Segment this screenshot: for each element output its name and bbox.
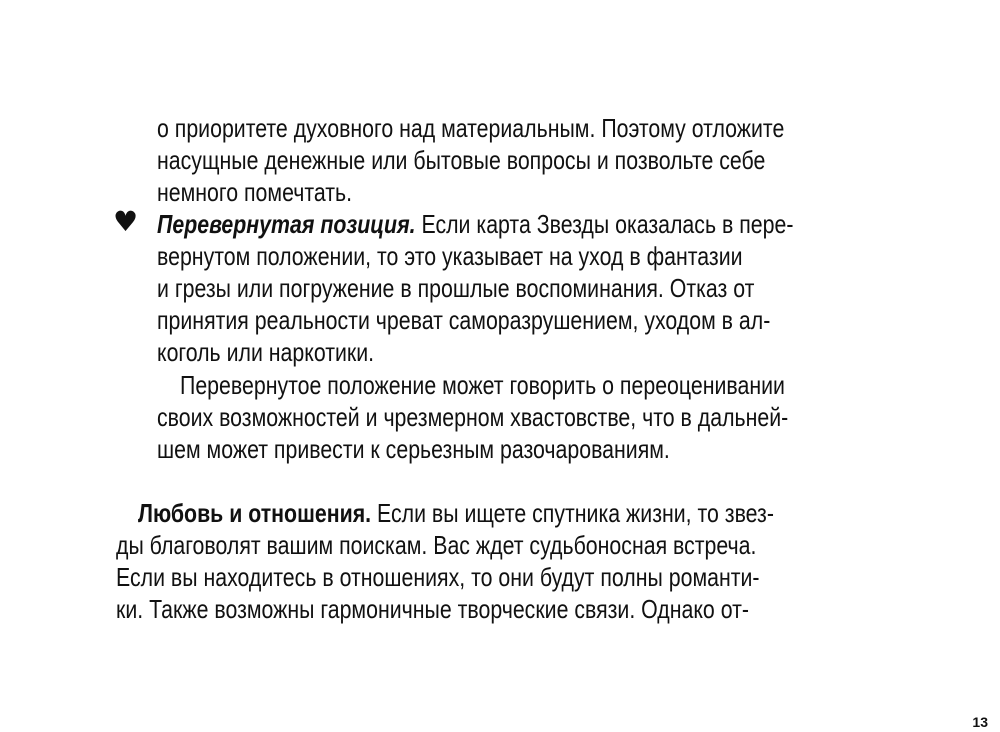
page-number: 13 (972, 714, 988, 730)
paragraph-line: своих возможностей и чрезмерном хвастовстве, что в дальней- (157, 402, 789, 432)
paragraph-line: о приоритете духовного над материальным. Поэтому отложите (157, 113, 785, 143)
paragraph-line: Если вы находитесь в отношениях, то они будут полны романти- (116, 562, 760, 592)
paragraph-line: немного помечтать. (157, 177, 353, 207)
paragraph-line: коголь или наркотики. (157, 337, 375, 367)
reversed-position-heading: Перевернутая позиция. (157, 209, 416, 239)
paragraph-line: принятия реальности чреват саморазрушением, уходом в ал- (157, 305, 771, 335)
love-first-line-text: Если вы ищете спутника жизни, то звез- (371, 498, 774, 528)
paragraph-line: ки. Также возможны гармоничные творческие связи. Однако от- (116, 594, 749, 624)
paragraph-line: Перевернутое положение может говорить о переоценивании (180, 370, 785, 400)
paragraph-line: насущные денежные или бытовые вопросы и позвольте себе (157, 145, 766, 175)
paragraph-line: вернутом положении, то это указывает на уход в фантазии (157, 241, 743, 271)
love-relationships-heading: Любовь и отношения. (138, 498, 372, 528)
heart-bullet-icon: ♥ (113, 205, 139, 238)
love-section-first-line (138, 497, 774, 529)
paragraph-line: ды благоволят вашим поискам. Вас ждет судьбоносная встреча. (116, 530, 757, 560)
paragraph-line: шем может привести к серьезным разочарованиям. (157, 434, 670, 464)
bullet-first-line-text: Если карта Звезды оказалась в пере- (415, 209, 794, 239)
bullet-first-line (157, 208, 793, 240)
paragraph-line: и грезы или погружение в прошлые воспоминания. Отказ от (157, 273, 755, 303)
